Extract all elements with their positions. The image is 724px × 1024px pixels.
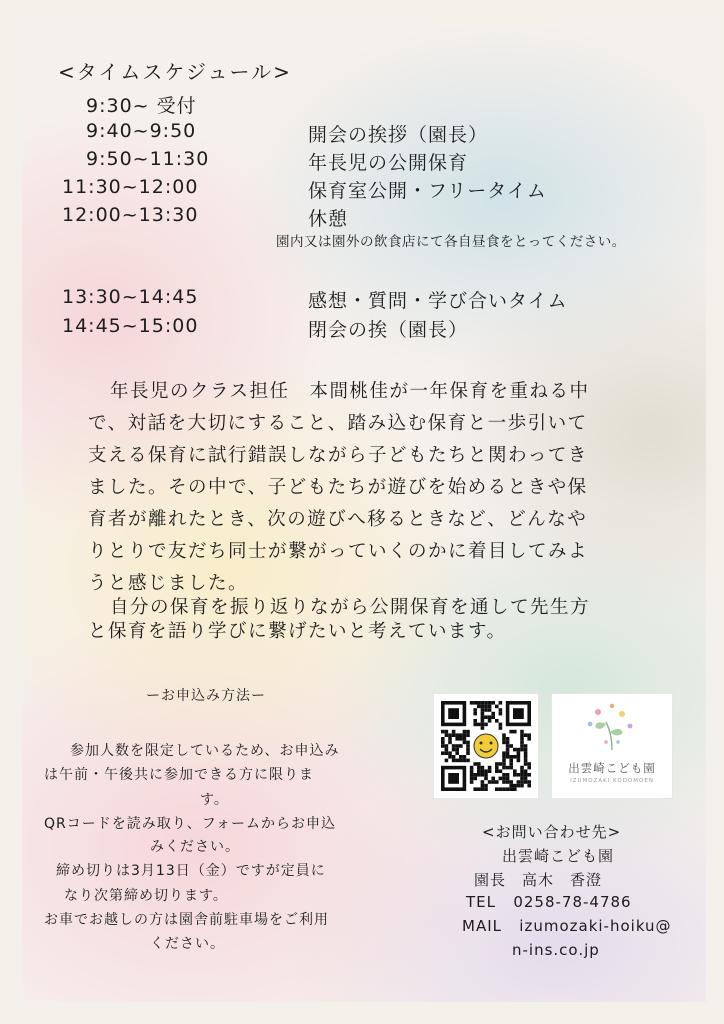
apply-line: お車でお越しの方は園舎前駐車場をご利用 [44,912,329,928]
message-line: で、対話を大切にすること、踏み込む保育と一歩引いて [88,413,588,434]
apply-line: みください。 [150,839,240,855]
mail-label: MAIL [462,917,502,935]
message-line: と保育を語り学びに繋げたいと考えています。 [88,621,507,642]
apply-heading: ーお申込み方法ー [146,688,266,704]
message-line: 年長児のクラス担任 本間桃佳が一年保育を重ねる中 [110,381,590,402]
message-line: 自分の保育を振り返りながら公開保育を通して先生方 [110,597,591,618]
schedule-time: 9:30~ 受付 [86,95,197,117]
logo-name: 出雲崎こども園 [568,761,656,775]
message-line: ました。その中で、子どもたちが遊びを始めるときや保 [88,477,588,498]
schedule-title: <タイムスケジュール> [58,60,292,84]
contact-org: 出雲崎こども園 [502,847,615,865]
schedule-label: 保育室公開・フリータイム [308,180,547,202]
apply-line: ください。 [150,936,225,952]
mail-address[interactable]: izumozaki-hoiku@ [519,917,672,935]
schedule-time: 14:45~15:00 [62,315,199,337]
tel-label: TEL [466,893,496,911]
apply-line: 参加人数を限定しているため、お申込み [70,743,340,759]
tel-number[interactable]: 0258-78-4786 [513,893,632,911]
contact-person: 園長 高木 香澄 [474,871,603,889]
schedule-time: 9:40~9:50 [86,120,197,142]
sprout-illustration-icon [552,694,672,758]
apply-line: は午前・午後共に参加できる方に限りま [44,767,314,783]
schedule-time: 11:30~12:00 [62,176,199,198]
logo-subtitle: IZUMOZAKI KODOMOEN [570,778,654,784]
apply-line: QRコードを読み取り、フォームからお申込 [44,816,337,832]
apply-line: 締め切りは3月13日（金）ですが定員に [56,863,326,879]
schedule-time: 12:00~13:30 [62,204,199,226]
schedule-label: 閉会の挨（園長） [308,319,469,341]
contact-mail [462,917,672,935]
mail-address-cont[interactable]: n-ins.co.jp [512,941,600,959]
message-line: りとりで友だち同士が繋がっていくのかに着目してみよ [88,541,589,562]
schedule-time: 9:50~11:30 [86,148,210,170]
apply-line: す。 [200,792,229,808]
schedule-label: 開会の挨拶（園長） [308,124,489,146]
schedule-time: 13:30~14:45 [62,286,199,308]
lunch-note: 園内又は園外の飲食店にて各自昼食をとってください。 [276,234,626,250]
message-line: 支える保育に試行錯誤しながら子どもたちと関わってき [88,445,588,466]
contact-tel [466,893,632,911]
smiley-icon [474,734,498,758]
kindergarten-logo [552,694,672,798]
qr-code-image [434,694,538,798]
message-line: 育者が離れたとき、次の遊びへ移るときなど、どんなや [88,509,588,530]
qr-code[interactable] [434,694,538,798]
schedule-label: 年長児の公開保育 [308,152,469,174]
contact-heading: <お問い合わせ先> [482,823,622,841]
apply-line: なり次第締め切ります。 [64,888,228,904]
schedule-label: 感想・質問・学び合いタイム [308,290,568,312]
message-line: うと感じました。 [88,573,249,594]
schedule-label: 休憩 [308,208,349,230]
